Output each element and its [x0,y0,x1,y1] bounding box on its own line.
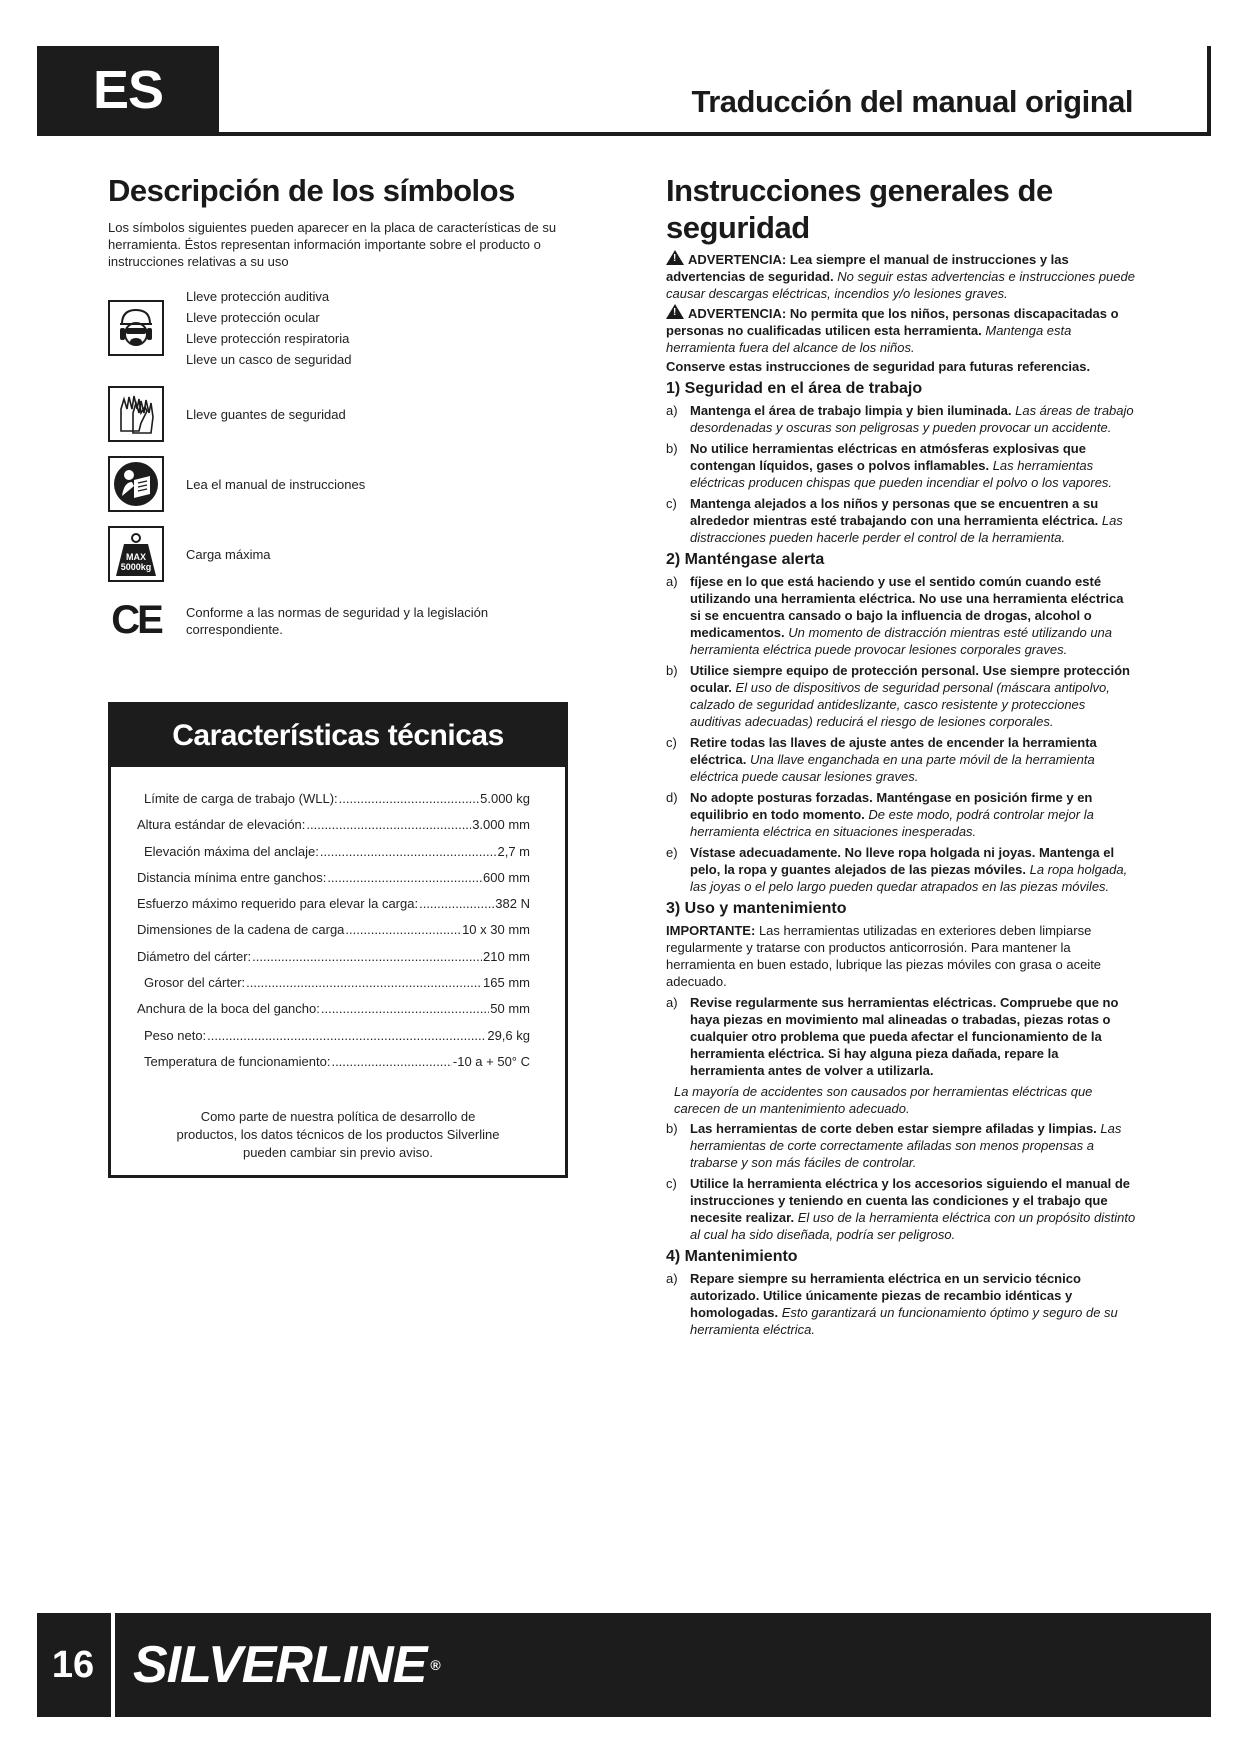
list-item [666,573,1136,658]
item-italic: Las áreas de trabajo desordenadas y oscuras son peligrosas y pueden provocar un accidente. [690,403,1134,436]
warning-icon [666,304,684,319]
language-badge: ES [37,46,219,134]
max-load-icon [108,526,164,582]
spec-value: 165 mm [483,975,530,991]
item-key: c) [666,1176,677,1192]
spec-row [111,1001,565,1027]
list-item [666,1120,1136,1171]
ppe-icon [108,300,164,356]
specs-list [111,767,565,1080]
page-number: 16 [51,1643,95,1686]
gloves-icon [108,386,164,442]
spec-label: Esfuerzo máximo requerido para elevar la carga: [137,896,419,912]
spec-label: Elevación máxima del anclaje: [144,843,319,859]
safety-section [666,172,1136,1342]
read-manual-icon [108,456,164,512]
ppe-respiratory: Lleve protección respiratoria [186,331,350,346]
registered-mark: ® [430,1657,440,1673]
spec-label: Altura estándar de elevación: [137,817,306,833]
item-italic: Una llave enganchada en una parte móvil de la herramienta eléctrica puede causar lesiones graves. [690,752,1095,785]
list-item [666,789,1136,840]
item-italic: El uso de dispositivos de seguridad personal (máscara antipolvo, calzado de seguridad antideslizante, casco resistente y protecciones auditivas adecuadas) reducirá el riesgo de lesiones corporales. [690,680,1110,730]
ppe-helmet: Lleve un casco de seguridad [186,352,352,367]
warning-2 [666,304,1136,356]
spec-label: Distancia mínima entre ganchos: [137,869,327,885]
list-item [666,1175,1136,1243]
spec-value: 29,6 kg [487,1027,530,1043]
item-italic: Las distracciones pueden hacerle perder el control de la herramienta. [690,513,1123,546]
ppe-list [186,286,352,370]
spec-row [111,1054,565,1080]
item-key: b) [666,441,678,457]
warning-2-bold: ADVERTENCIA: No permita que los niños, personas discapacitadas o personas no cualificadas utilicen esta herramienta. [666,306,1119,339]
important-label: IMPORTANTE: [666,923,756,939]
item-key: b) [666,1121,678,1137]
warning-1-italic: No seguir estas advertencias e instrucciones puede causar descargas eléctricas, incendios y/o lesiones graves. [666,269,1135,302]
item-bold: Utilice la herramienta eléctrica y los accesorios siguiendo el manual de instrucciones y teniendo en cuenta las condiciones y el trabajo que necesite realizar. [690,1176,1131,1226]
symbol-row-ppe [108,286,352,370]
symbol-row-load [108,526,271,582]
spec-value: 600 mm [483,869,530,885]
spec-value: 210 mm [483,948,530,964]
item-key: c) [666,735,677,751]
ce-text: Conforme a las normas de seguridad y la legislación correspondiente. [186,604,489,637]
ppe-hearing: Lleve protección auditiva [186,289,330,304]
spec-label: Dimensiones de la cadena de carga [137,922,345,938]
header-rule [37,132,1211,136]
item-italic: De este modo, podrá controlar mejor la herramienta eléctrica en situaciones inesperadas. [690,807,1094,840]
keep-instructions: Conserve estas instrucciones de seguridad para futuras referencias. [666,359,1091,375]
item-key: a) [666,995,678,1011]
warning-1 [666,250,1136,302]
safety-heading: Instrucciones generales de seguridad [666,173,1053,246]
item-key: a) [666,574,678,590]
item-bold: Las herramientas de corte deben estar siempre afiladas y limpias. [690,1121,1097,1137]
item-italic: Esto garantizará un funcionamiento óptimo y seguro de su herramienta eléctrica. [690,1305,1118,1338]
symbols-intro: Los símbolos siguientes pueden aparecer en la placa de características de su herramienta. Éstos representan información importante sobre el producto o instrucciones relativas a su uso [108,220,557,270]
gloves-text: Lleve guantes de seguridad [186,406,346,422]
brand-name: SILVERLINE [133,1636,427,1694]
manual-text: Lea el manual de instrucciones [186,476,366,492]
max-load-badge-kg: 5000kg [120,562,152,572]
page-title: Traducción del manual original [691,84,1133,119]
list-item [666,994,1136,1079]
spec-value: 382 N [495,896,530,912]
item-italic: El uso de la herramienta eléctrica con un propósito distinto al cual ha sido diseñada, podría ser peligroso. [690,1210,1136,1243]
item-key: e) [666,845,678,861]
spec-value: 5.000 kg [480,791,530,806]
symbol-row-gloves [108,386,346,442]
section-1-title: 1) Seguridad en el área de trabajo [666,380,923,398]
item-italic: Las herramientas eléctricas producen chispas que pueden incendiar el polvo o los vapores. [690,458,1113,491]
spec-label: Límite de carga de trabajo (WLL): [144,791,338,806]
section-3-title: 3) Uso y mantenimiento [666,900,847,918]
symbol-row-manual [108,456,365,512]
item-key: a) [666,1271,678,1287]
spec-row [111,975,565,1001]
warning-1-bold: ADVERTENCIA: Lea siempre el manual de instrucciones y las advertencias de seguridad. [666,252,1069,285]
item-italic: Las herramientas de corte correctamente afiladas son menos propensas a trabarse y son más fáciles de controlar. [690,1121,1122,1171]
item-italic: Un momento de distracción mientras esté utilizando una herramienta eléctrica puede provocar lesiones corporales graves. [690,625,1113,658]
spec-row [111,949,565,975]
important-note [666,922,1136,990]
item-bold: Vístase adecuadamente. No lleve ropa holgada ni joyas. Mantenga el pelo, la ropa y guantes alejados de las piezas móviles. [690,845,1115,878]
spec-label: Grosor del cárter: [144,975,246,991]
spec-label: Temperatura de funcionamiento: [144,1053,331,1069]
list-item [666,1270,1136,1338]
spec-row [111,922,565,948]
item-bold: Utilice siempre equipo de protección personal. Use siempre protección ocular. [690,663,1130,696]
spec-label: Diámetro del cárter: [137,948,252,964]
max-load-badge [110,552,162,572]
spec-value: 3.000 mm [472,817,530,833]
item-bold: No adopte posturas forzadas. Manténgase en posición firme y en equilibrio en todo momento. [690,790,1093,823]
ppe-eye: Lleve protección ocular [186,310,320,325]
item-bold: Repare siempre su herramienta eléctrica en un servicio técnico autorizado. Utilice únicamente piezas de recambio idénticas y homologadas. [690,1271,1081,1321]
item-bold: Revise regularmente sus herramientas eléctricas. Compruebe que no haya piezas en movimiento mal alineadas o trabadas, piezas rotas o cualquier otro problema que pueda afectar el funcionamiento de la herramienta eléctrica. Si hay alguna pieza dañada, repare la herramienta antes de volver a utilizarla. [690,995,1119,1079]
warning-2-italic: Mantenga esta herramienta fuera del alcance de los niños. [666,323,1072,356]
important-text: Las herramientas utilizadas en exteriores deben limpiarse regularmente y tratarse con productos anticorrosión. Para mantener la herramienta en buen estado, lubrique las piezas móviles con grasa o aceite adecuado. [666,923,1102,990]
section-2-title: 2) Manténgase alerta [666,551,825,569]
maintenance-note: La mayoría de accidentes son causados por herramientas eléctricas que carecen de un mantenimiento adecuado. [674,1084,1093,1117]
max-load-badge-max: MAX [126,552,146,562]
spec-row [111,1028,565,1054]
item-key: b) [666,663,678,679]
item-bold: fíjese en lo que está haciendo y use el sentido común cuando esté utilizando una herramienta eléctrica. No use una herramienta eléctrica si se encuentra cansado o bajo la influencia de drogas, alcohol o medicamentos. [690,574,1124,641]
technical-specs-box [108,702,568,1178]
spec-label: Anchura de la boca del gancho: [137,1001,320,1017]
list-item [666,402,1136,436]
list-item [666,440,1136,491]
item-bold: Mantenga el área de trabajo limpia y bien iluminada. [690,403,1012,419]
symbols-section [108,172,568,270]
spec-row [111,896,565,922]
footer-bar [37,1613,1211,1717]
list-item [666,662,1136,730]
item-bold: No utilice herramientas eléctricas en atmósferas explosivas que contengan líquidos, gases o polvos inflamables. [690,441,1086,474]
section-4-title: 4) Mantenimiento [666,1248,798,1266]
item-key: d) [666,790,678,806]
spec-value: 10 x 30 mm [462,922,530,938]
spec-row [111,870,565,896]
item-bold: Mantenga alejados a los niños y personas que se encuentren a su alrededor mientras esté trabajando con una herramienta eléctrica. [690,496,1099,529]
ce-mark-icon: CE [111,598,161,642]
spec-value: -10 a + 50° C [452,1053,530,1069]
spec-row [111,817,565,843]
warning-icon [666,250,684,265]
item-bold: Retire todas las llaves de ajuste antes de encender la herramienta eléctrica. [690,735,1097,768]
brand-logo [133,1633,603,1697]
item-key: a) [666,403,678,419]
list-item [666,734,1136,785]
item-italic: La ropa holgada, las joyas o el pelo largo pueden quedar atrapados en las piezas móviles. [690,862,1128,895]
list-item [666,495,1136,546]
symbols-heading: Descripción de los símbolos [108,173,515,208]
specs-note: Como parte de nuestra política de desarrollo de productos, los datos técnicos de los productos Silverline pueden cambiar sin previo aviso. [176,1109,500,1161]
header-rule-right [1207,46,1211,136]
spec-value: 50 mm [490,1001,530,1017]
symbol-row-ce [108,598,506,643]
footer-separator [111,1613,115,1717]
load-text: Carga máxima [186,546,271,562]
spec-row [111,791,565,817]
item-key: c) [666,496,677,512]
list-item [666,844,1136,895]
spec-row [111,844,565,870]
spec-label: Peso neto: [144,1027,207,1043]
spec-value: 2,7 m [497,843,530,859]
specs-heading: Características técnicas [111,705,565,767]
